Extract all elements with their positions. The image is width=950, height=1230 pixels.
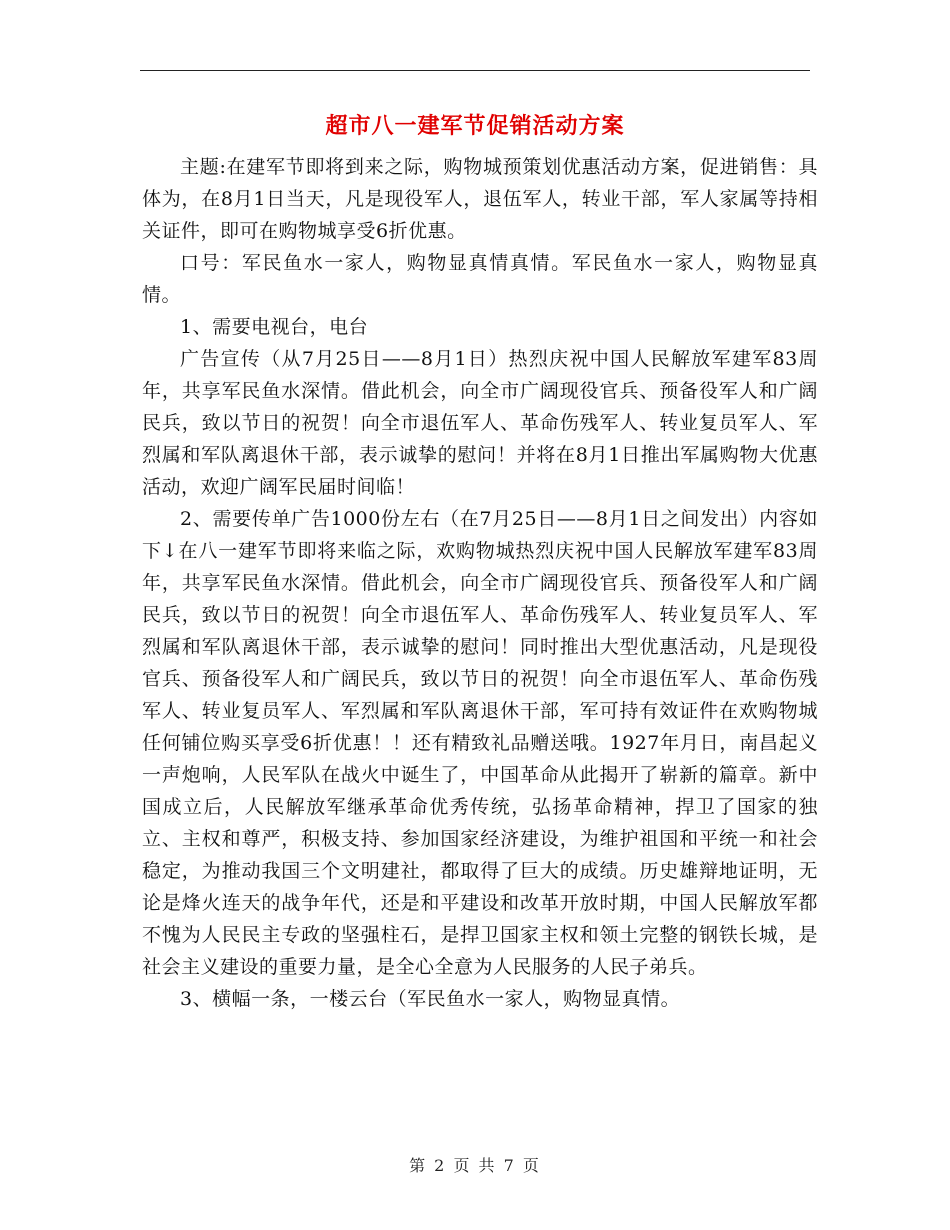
paragraph-item-3-banner: 3、横幅一条，一楼云台（军民鱼水一家人，购物显真情。 <box>180 988 681 1010</box>
document-title: 超市八一建军节促销活动方案 <box>325 113 625 139</box>
header-rule <box>140 70 810 71</box>
document-body <box>142 151 818 1015</box>
paragraph-slogan: 口号：军民鱼水一家人，购物显真情真情。军民鱼水一家人，购物显真情。 <box>142 252 818 306</box>
paragraph-tv-ad: 广告宣传（从7月25日——8月1日）热烈庆祝中国人民解放军建军83周年，共享军民鱼水深情。借此机会，向全市广阔现役官兵、预备役军人和广阔民兵，致以节日的祝贺！向全市退伍军人、革命伤残军人、转业复员军人、军烈属和军队离退休干部，表示诚挚的慰问！并将在8月1日推出军属购物大优惠活动，欢迎广阔军民届时间临！ <box>142 348 818 498</box>
page-footer: 第 2 页 共 7 页 <box>409 1156 541 1175</box>
paragraph-item-2-flyer: 2、需要传单广告1000份左右（在7月25日——8月1日之间发出）内容如下↓在八一建军节即将来临之际，欢购物城热烈庆祝中国人民解放军建军83周年，共享军民鱼水深情。借此机会，向全市广阔现役官兵、预备役军人和广阔民兵，致以节日的祝贺！向全市退伍军人、革命伤残军人、转业复员军人、军烈属和军队离退休干部，表示诚挚的慰问！同时推出大型优惠活动，凡是现役官兵、预备役军人和广阔民兵，致以节日的祝贺！向全市退伍军人、革命伤残军人、转业复员军人、军烈属和军队离退休干部，军可持有效证件在欢购物城任何铺位购买享受6折优惠！！还有精致礼品赠送哦。1927年月日，南昌起义一声炮响，人民军队在战火中诞生了，中国革命从此揭开了崭新的篇章。新中国成立后，人民解放军继承革命优秀传统，弘扬革命精神，捍卫了国家的独立、主权和尊严，积极支持、参加国家经济建设，为维护祖国和平统一和社会稳定，为推动我国三个文明建社，都取得了巨大的成绩。历史雄辩地证明，无论是烽火连天的战争年代，还是和平建设和改革开放时期，中国人民解放军都不愧为人民民主专政的坚强柱石，是捍卫国家主权和领土完整的钢铁长城，是社会主义建设的重要力量，是全心全意为人民服务的人民子弟兵。 <box>142 508 818 978</box>
paragraph-theme: 主题:在建军节即将到来之际，购物城预策划优惠活动方案，促进销售：具体为，在8月1日当天，凡是现役军人，退伍军人，转业干部，军人家属等持相关证件，即可在购物城享受6折优惠。 <box>142 156 818 242</box>
paragraph-item-1: 1、需要电视台，电台 <box>180 316 369 338</box>
